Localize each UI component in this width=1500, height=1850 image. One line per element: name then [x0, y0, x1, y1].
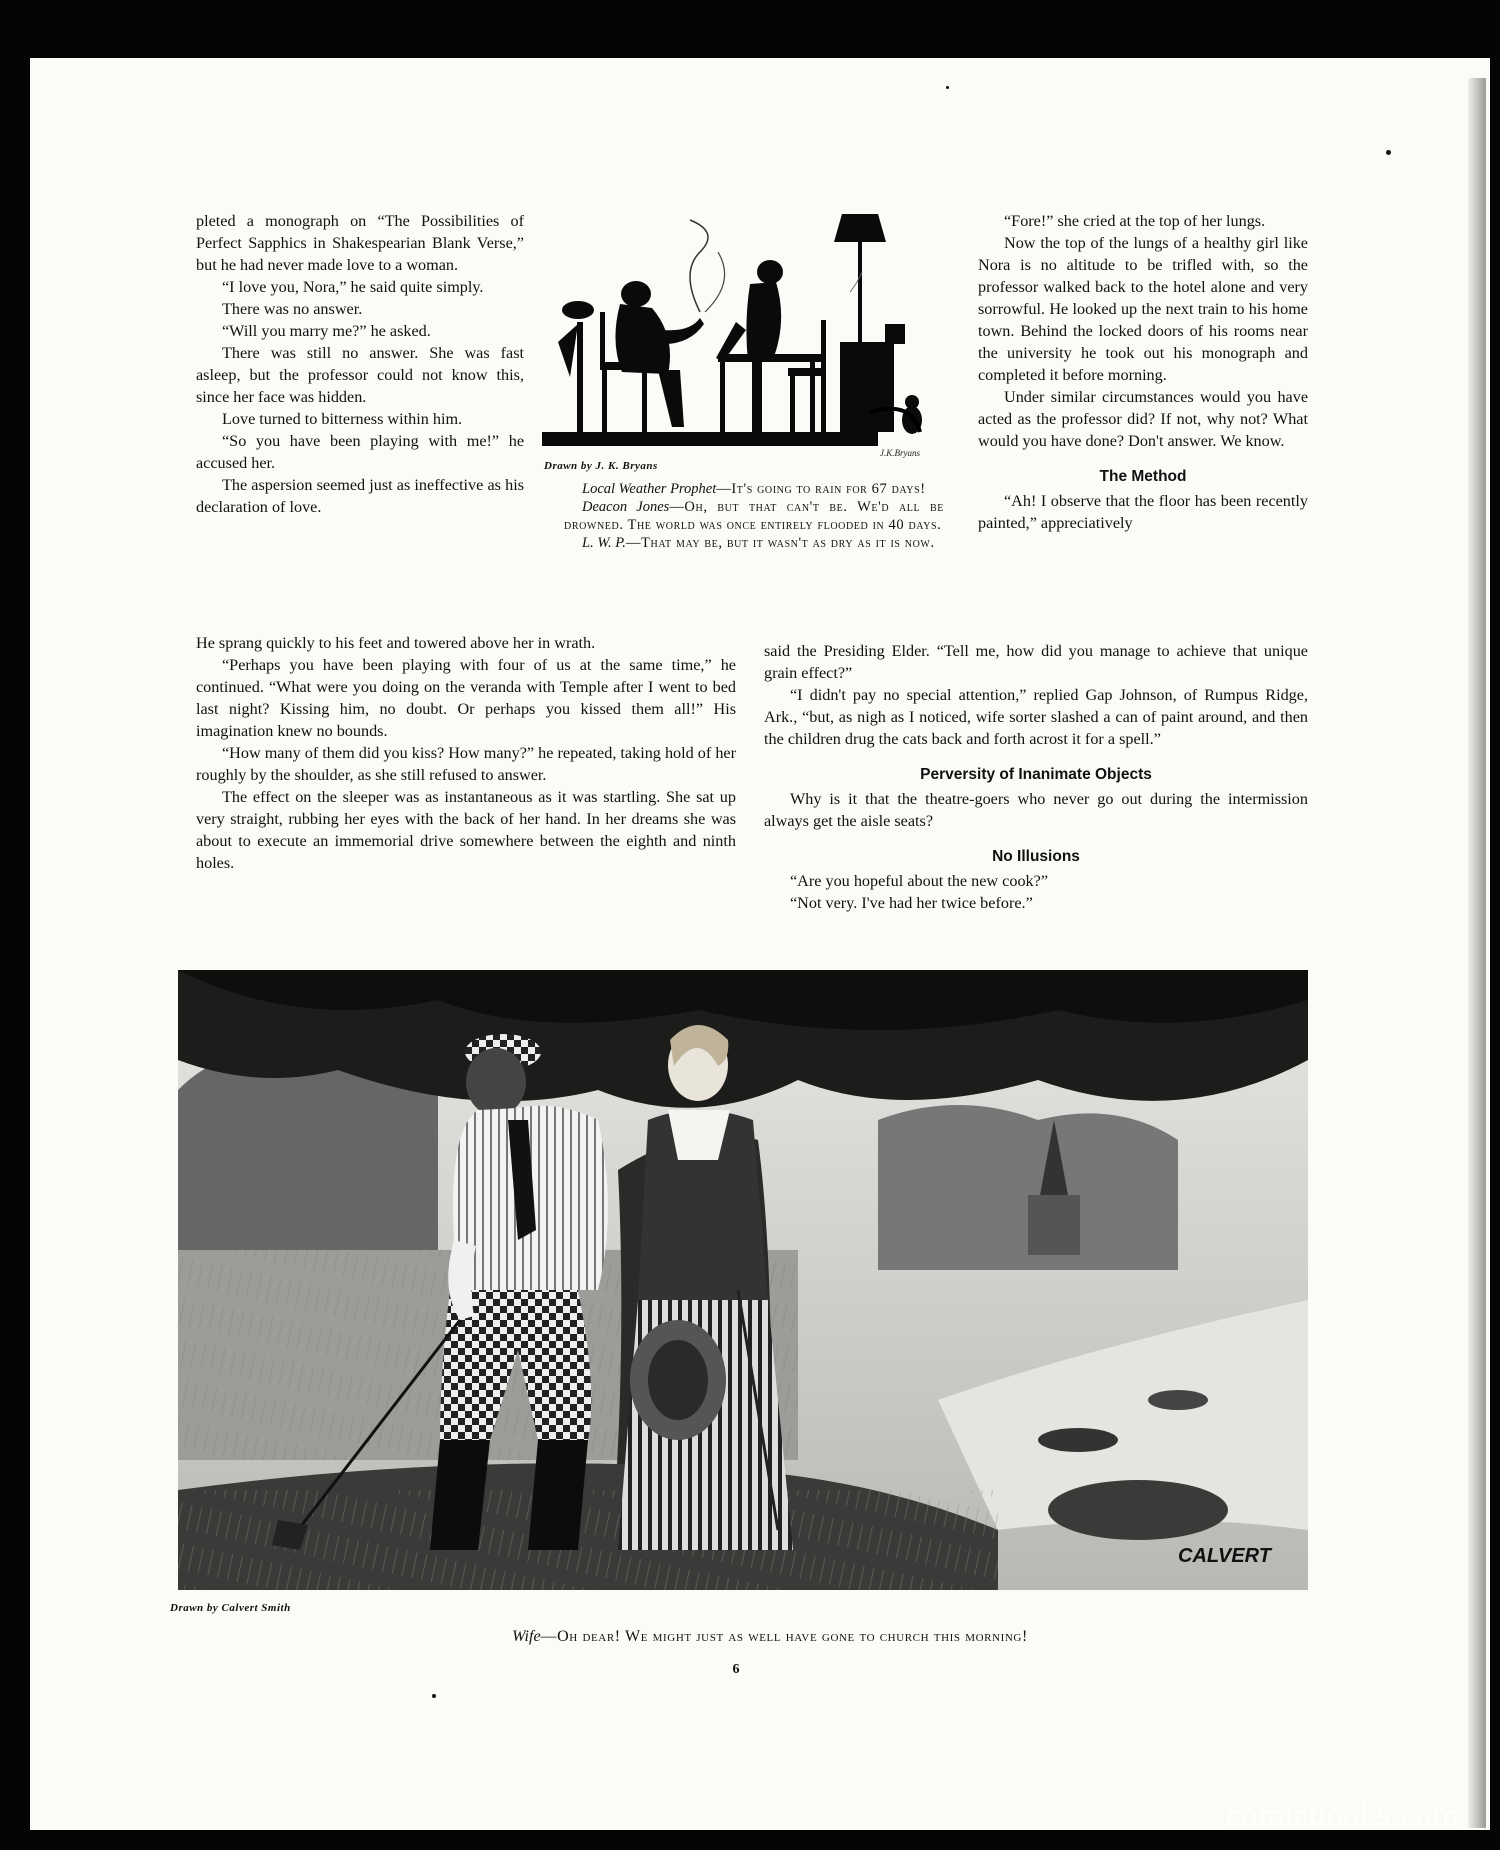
story-paragraph: “Will you marry me?” he asked.: [222, 322, 431, 340]
caption-line: —It's going to rain for 67 days!: [716, 481, 926, 497]
silhouette-caption: [564, 480, 944, 552]
silhouette-cartoon: [540, 212, 964, 460]
caption-speaker: L. W. P.: [582, 535, 626, 551]
caption-line: —That may be, but it wasn't as dry as it is now.: [625, 535, 935, 551]
speck: [946, 86, 949, 89]
illusions-heading: No Illusions: [992, 848, 1080, 865]
caption-speaker: Local Weather Prophet: [582, 481, 717, 497]
story-paragraph: There was still no answer. She was fast asleep, but the professor could not know this, since her face was hidden.: [196, 344, 524, 406]
method-paragraph: said the Presiding Elder. “Tell me, how did you manage to achieve that unique grain effect?”: [764, 642, 1308, 682]
watermark: comicbooks.com: [1226, 1801, 1460, 1832]
story-paragraph: There was no answer.: [222, 300, 363, 318]
caption-text: —Oh dear! We might just as well have gone to church this morning!: [540, 1628, 1028, 1645]
story-paragraph: “Fore!” she cried at the top of her lungs.: [1004, 212, 1266, 230]
story-paragraph: pleted a monograph on “The Possibilities of Perfect Sapphics in Shakespearian Blank Verse,” but he had never made love to a woman.: [196, 212, 524, 274]
story-paragraph: “I love you, Nora,” he said quite simply.: [222, 278, 484, 296]
story-paragraph: “How many of them did you kiss? How many?” he repeated, taking hold of her roughly by the shoulder, as she still refused to answer.: [196, 744, 736, 784]
caption-speaker: Deacon Jones: [582, 499, 670, 515]
story-paragraph: Under similar circumstances would you have acted as the professor did? If not, why not? What would you have done? Don't answer. We know.: [978, 388, 1308, 450]
illusions-line: “Not very. I've had her twice before.”: [790, 894, 1033, 912]
silhouette-credit: Drawn by J. K. Bryans: [544, 460, 658, 472]
illustration-credit: Drawn by Calvert Smith: [170, 1602, 291, 1614]
page-number: 6: [732, 1662, 740, 1677]
illustration-caption: [400, 1628, 1140, 1646]
silhouette-signature: J.K.Bryans: [880, 448, 920, 458]
story-column-left: [196, 210, 524, 518]
method-heading: The Method: [1099, 468, 1187, 485]
story-paragraph: He sprang quickly to his feet and towered above her in wrath.: [196, 634, 596, 652]
caption-speaker: Wife: [512, 1628, 541, 1645]
caption-line: —Oh, but that can't be. We'd all be drowned. The world was once entirely flooded in 40 days.: [564, 499, 944, 533]
method-paragraph: “Ah! I observe that the floor has been recently painted,” appreciatively: [978, 492, 1308, 532]
story-paragraph: “Perhaps you have been playing with four of us at the same time,” he continued. “What were you doing on the veranda with Temple after I went to bed last night? Kissing him, no doubt. Or perhaps you kissed them all!” His imagination knew no bounds.: [196, 656, 736, 740]
illusions-line: “Are you hopeful about the new cook?”: [790, 872, 1049, 890]
illustration-signature: CALVERT: [1178, 1545, 1271, 1567]
jokes-column: [764, 640, 1308, 914]
perversity-heading: Perversity of Inanimate Objects: [920, 766, 1152, 783]
speck: [1386, 150, 1391, 155]
silhouette-floor: [542, 432, 878, 446]
page-edge-right: [1468, 78, 1486, 1828]
speck: [432, 1694, 436, 1698]
story-paragraph: Love turned to bitterness within him.: [222, 410, 463, 428]
method-paragraph: “I didn't pay no special attention,” replied Gap Johnson, of Rumpus Ridge, Ark., “but, as nigh as I noticed, wife sorter slashed a can of paint around, and then the children drug the cats back and forth acrost it for a spell.”: [764, 686, 1308, 748]
story-paragraph: Now the top of the lungs of a healthy girl like Nora is no altitude to be trifled with, so the professor walked back to the hotel alone and very sorrowful. He looked up the next train to his home town. Behind the locked doors of his rooms near the university he took out his monograph and completed it before morning.: [978, 234, 1308, 384]
story-paragraph: “So you have been playing with me!” he accused her.: [196, 432, 524, 472]
golf-illustration: [178, 970, 1308, 1590]
perversity-text: Why is it that the theatre-goers who never go out during the intermission always get the aisle seats?: [764, 790, 1308, 830]
story-column-right: [978, 210, 1308, 534]
story-paragraph: The effect on the sleeper was as instantaneous as it was startling. She sat up very straight, rubbing her eyes with the back of her hand. In her dreams she was about to execute an immemorial drive somewhere between the eighth and ninth holes.: [196, 788, 736, 872]
story-paragraph: The aspersion seemed just as ineffective as his declaration of love.: [196, 476, 524, 516]
story-column-left-wide: [196, 632, 736, 874]
